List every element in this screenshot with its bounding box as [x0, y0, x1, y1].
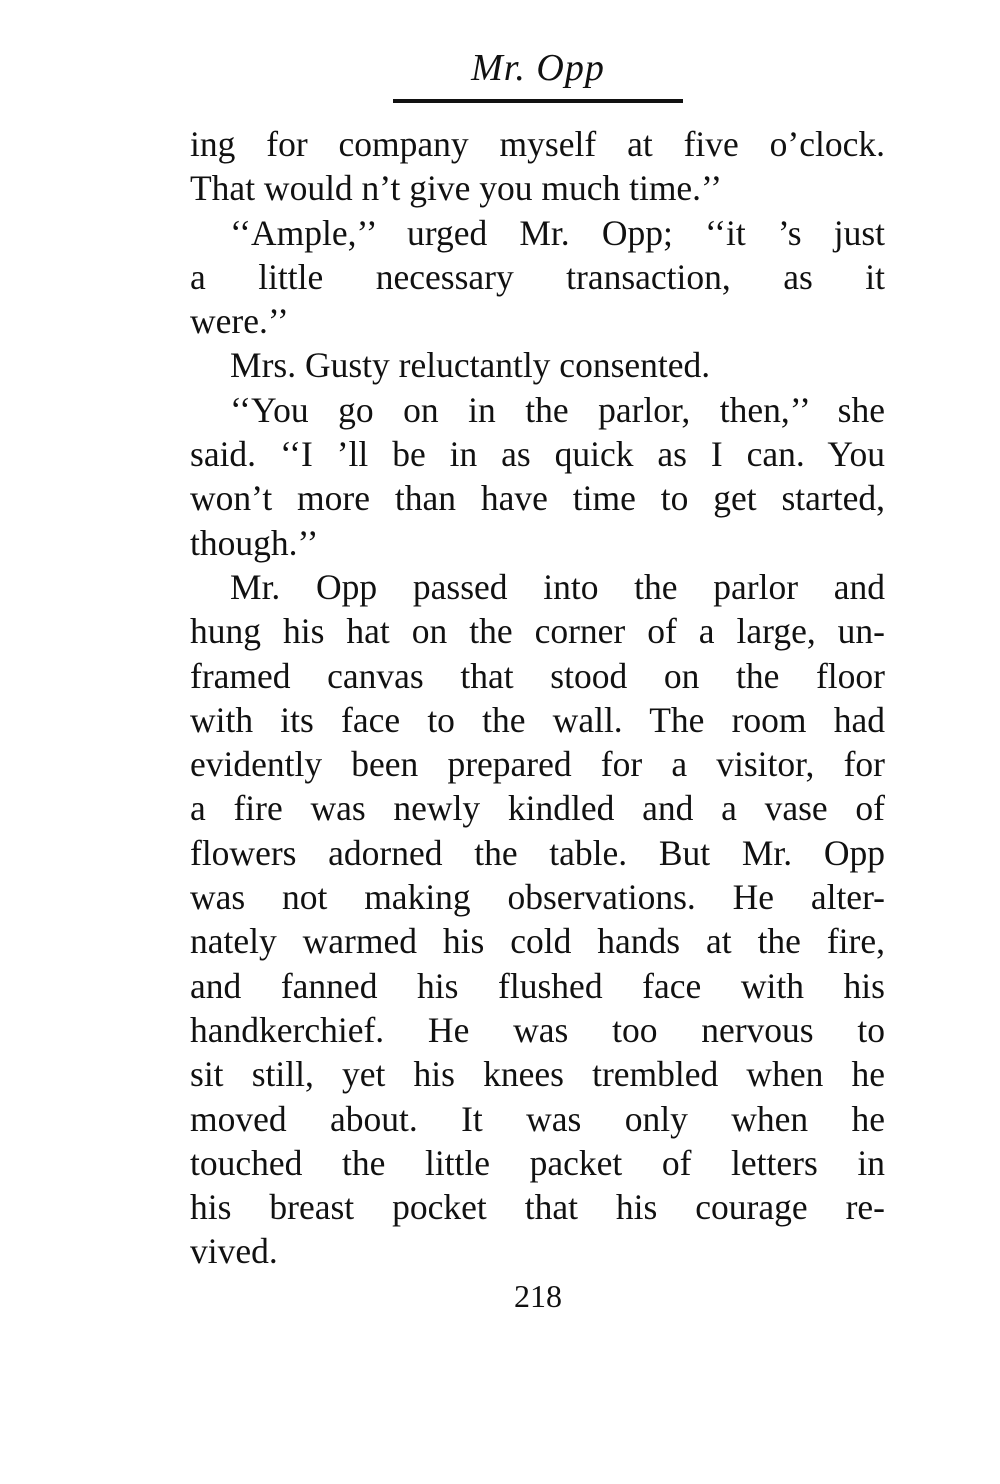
text-line: vived. — [190, 1231, 278, 1272]
text-line: hung his hat on the corner of a large, un- — [190, 611, 885, 652]
text-line: sit still, yet his knees trembled when he — [190, 1054, 885, 1095]
text-line: Mrs. Gusty reluctantly consented. — [230, 345, 711, 386]
text-line: said. ‘‘I ’ll be in as quick as I can. You — [190, 434, 885, 475]
text-line: handkerchief. He was too nervous to — [190, 1009, 885, 1050]
text-line: Mr. Opp passed into the parlor and — [230, 566, 885, 607]
running-title: Mr. Opp — [471, 47, 605, 89]
text-line: framed canvas that stood on the floor — [190, 655, 885, 696]
text-line: won’t more than have time to get started, — [190, 478, 885, 519]
text-line: That would n’t give you much time.’’ — [190, 168, 723, 209]
text-line: evidently been prepared for a visitor, for — [190, 744, 885, 785]
text-line: flowers adorned the table. But Mr. Opp — [190, 832, 885, 873]
text-line: nately warmed his cold hands at the fire, — [190, 921, 885, 962]
text-line: and fanned his flushed face with his — [190, 965, 885, 1006]
text-line: a little necessary transaction, as it — [190, 256, 885, 297]
page-number: 218 — [514, 1278, 562, 1314]
text-line: were.’’ — [190, 301, 289, 342]
text-line: ‘‘You go on in the parlor, then,’’ she — [230, 389, 885, 430]
text-line: ‘‘Ample,’’ urged Mr. Opp; ‘‘it ’s just — [230, 212, 885, 253]
text-line: was not making observations. He alter- — [190, 877, 885, 918]
text-line: his breast pocket that his courage re- — [190, 1187, 885, 1228]
text-line: a fire was newly kindled and a vase of — [190, 788, 885, 829]
text-line: touched the little packet of letters in — [190, 1142, 885, 1183]
text-line: though.’’ — [190, 522, 319, 563]
body-text — [190, 122, 885, 1274]
header-rule — [393, 99, 683, 103]
text-line: with its face to the wall. The room had — [190, 699, 885, 740]
text-line: moved about. It was only when he — [190, 1098, 885, 1139]
text-line: ing for company myself at five o’clock. — [190, 124, 885, 164]
